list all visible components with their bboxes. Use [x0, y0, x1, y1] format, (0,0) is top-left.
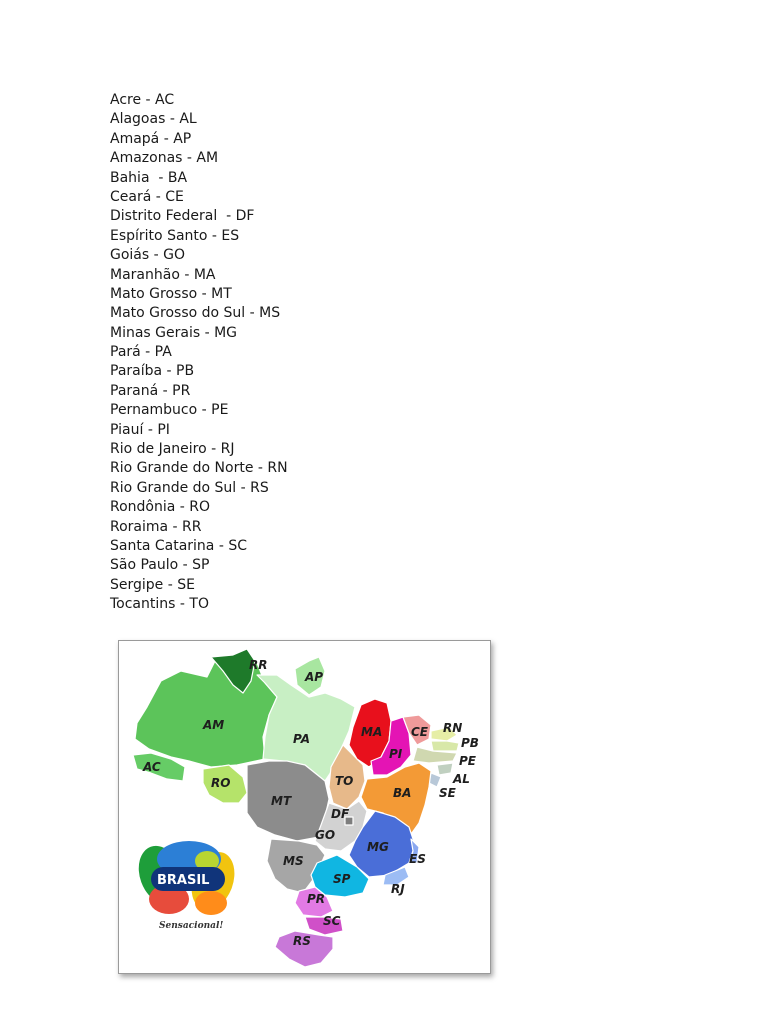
- logo-tagline: Sensacional!: [159, 921, 224, 931]
- label-es: ES: [409, 852, 426, 866]
- label-ac: AC: [143, 760, 161, 774]
- state-list-item: Goiás - GO: [110, 247, 185, 264]
- state-list-item: Santa Catarina - SC: [110, 537, 247, 554]
- state-list-item: Rio de Janeiro - RJ: [110, 441, 235, 458]
- state-am: [135, 661, 277, 767]
- state-pb: [431, 741, 459, 751]
- label-mt: MT: [271, 794, 292, 808]
- brazil-states-map: [118, 640, 491, 974]
- label-mg: MG: [367, 840, 389, 854]
- label-go: GO: [315, 828, 336, 842]
- state-list-item: São Paulo - SP: [110, 557, 210, 574]
- label-df: DF: [331, 807, 350, 821]
- state-list-item: Tocantins - TO: [110, 596, 209, 613]
- state-list-item: Rondônia - RO: [110, 499, 211, 516]
- label-al: AL: [453, 772, 470, 786]
- label-se: SE: [439, 786, 456, 800]
- label-pr: PR: [307, 892, 326, 906]
- state-list: [110, 91, 288, 615]
- label-ap: AP: [305, 670, 324, 684]
- state-list-item: Paraíba - PB: [110, 363, 195, 380]
- state-list-item: Roraima - RR: [110, 518, 202, 535]
- state-list-item: Amapá - AP: [110, 130, 192, 147]
- label-sp: SP: [333, 872, 351, 886]
- state-list-item: Maranhão - MA: [110, 266, 216, 283]
- state-list-item: Ceará - CE: [110, 188, 184, 205]
- map-canvas: [119, 641, 490, 973]
- state-list-item: Amazonas - AM: [110, 150, 219, 167]
- state-list-item: Rio Grande do Sul - RS: [110, 479, 269, 496]
- label-ms: MS: [283, 854, 304, 868]
- state-list-item: Alagoas - AL: [110, 111, 197, 128]
- brasil-logo: [131, 840, 242, 931]
- label-ro: RO: [211, 776, 231, 790]
- label-pb: PB: [461, 736, 479, 750]
- state-al: [437, 763, 453, 775]
- state-list-item: Mato Grosso do Sul - MS: [110, 305, 281, 322]
- label-sc: SC: [323, 914, 341, 928]
- label-rr: RR: [249, 658, 268, 672]
- state-list-item: Pará - PA: [110, 344, 172, 361]
- state-list-item: Rio Grande do Norte - RN: [110, 460, 288, 477]
- label-am: AM: [203, 718, 225, 732]
- label-rs: RS: [293, 934, 311, 948]
- label-rn: RN: [443, 721, 463, 735]
- state-list-item: Paraná - PR: [110, 382, 191, 399]
- label-pa: PA: [293, 732, 310, 746]
- label-ba: BA: [393, 786, 412, 800]
- state-list-item: Espírito Santo - ES: [110, 227, 240, 244]
- state-list-item: Piauí - PI: [110, 421, 170, 438]
- state-list-item: Pernambuco - PE: [110, 402, 229, 419]
- label-pe: PE: [459, 754, 476, 768]
- label-ce: CE: [411, 725, 429, 739]
- label-pi: PI: [389, 747, 403, 761]
- state-list-item: Sergipe - SE: [110, 576, 195, 593]
- state-list-item: Mato Grosso - MT: [110, 285, 232, 302]
- state-list-item: Distrito Federal - DF: [110, 208, 255, 225]
- state-list-item: Minas Gerais - MG: [110, 324, 238, 341]
- state-list-item: Bahia - BA: [110, 169, 188, 186]
- label-to: TO: [335, 774, 354, 788]
- logo-brand-text: BRASIL: [157, 873, 210, 888]
- state-list-item: Acre - AC: [110, 92, 175, 108]
- label-rj: RJ: [391, 882, 405, 896]
- label-ma: MA: [361, 725, 383, 739]
